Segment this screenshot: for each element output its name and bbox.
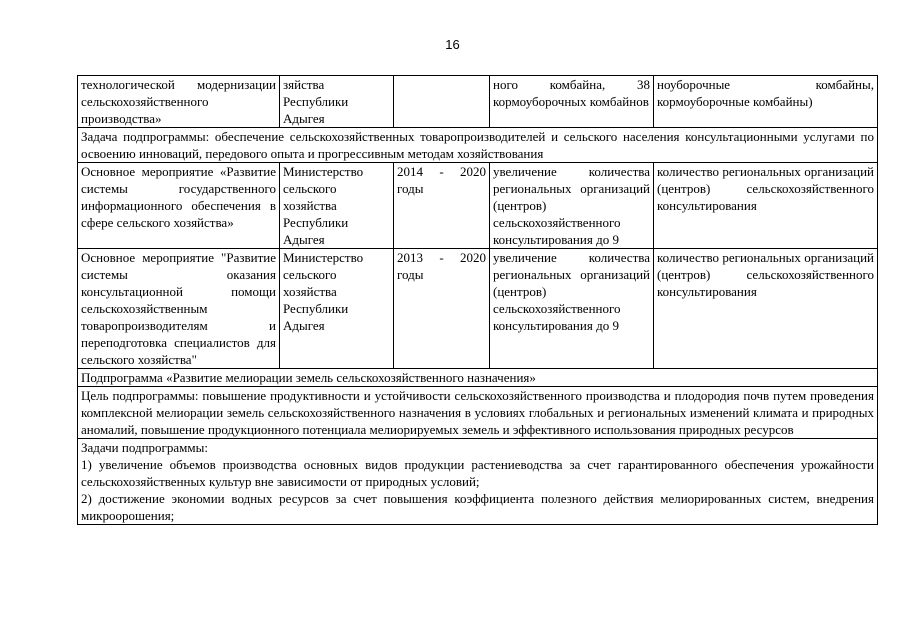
program-table bbox=[77, 75, 878, 525]
tasks-heading: Задачи подпрограммы: bbox=[81, 440, 208, 455]
task-consult-cell: Задача подпрограммы: обеспечение сельскохозяйственных товаропроизводителей и сельского населения консультационными услугами по освоению инноваций, передового опыта и прогрессивным методам хозяйствования bbox=[78, 128, 878, 163]
cell-indicator: количество региональных организаций (центров) сельскохозяйственного консультирования bbox=[654, 249, 878, 369]
cell-result: увеличение количества региональных организаций (центров) сельскохозяйственного консультирования до 9 bbox=[490, 163, 654, 249]
table-row-goal bbox=[78, 387, 878, 439]
cell-measure: Основное мероприятие «Развитие системы государственного информационного обеспечения в сфере сельского хозяйства» bbox=[78, 163, 280, 249]
cell-period: 2013 - 2020 годы bbox=[394, 249, 490, 369]
task-item-1: 1) увеличение объемов производства основных видов продукции растениеводства за счет гарантированного обеспечения урожайности сельскохозяйственных культур вне зависимости от природных условий; bbox=[81, 457, 874, 489]
cell-period: 2014 - 2020 годы bbox=[394, 163, 490, 249]
table-row-measure-info bbox=[78, 163, 878, 249]
subprogram-title-cell: Подпрограмма «Развитие мелиорации земель сельскохозяйственного назначения» bbox=[78, 369, 878, 387]
page-number: 16 bbox=[445, 37, 460, 52]
cell-executor: зяйства Республики Адыгея bbox=[280, 76, 394, 128]
goal-cell: Цель подпрограммы: повышение продуктивности и устойчивости сельскохозяйственного производства и плодородия почв путем проведения комплексной мелиорации земель сельскохозяйственного назначения в условиях глобальных и региональных изменений климата и природных аномалий, повышение продукционного потенциала мелиорируемых земель и эффективного использования природных ресурсов bbox=[78, 387, 878, 439]
cell-measure: Основное мероприятие "Развитие системы оказания консультационной помощи сельскохозяйственным товаропроизводителям и переподготовка специалистов для сельского хозяйства" bbox=[78, 249, 280, 369]
cell-result: ного комбайна, 38 кормоуборочных комбайнов bbox=[490, 76, 654, 128]
cell-executor: Министерство сельского хозяйства Республики Адыгея bbox=[280, 163, 394, 249]
table-row-measure-consult bbox=[78, 249, 878, 369]
table-row-continued bbox=[78, 76, 878, 128]
cell-indicator: количество региональных организаций (центров) сельскохозяйственного консультирования bbox=[654, 163, 878, 249]
cell-executor: Министерство сельского хозяйства Республики Адыгея bbox=[280, 249, 394, 369]
task-item-2: 2) достижение экономии водных ресурсов за счет повышения коэффициента полезного действия мелиорированных систем, внедрения микроорошения; bbox=[81, 491, 874, 523]
table-row-tasks bbox=[78, 439, 878, 525]
cell-result: увеличение количества региональных организаций (центров) сельскохозяйственного консультирования до 9 bbox=[490, 249, 654, 369]
cell-measure: технологической модернизации сельскохозяйственного производства» bbox=[78, 76, 280, 128]
cell-period bbox=[394, 76, 490, 128]
table-row-subprogram-title bbox=[78, 369, 878, 387]
tasks-cell bbox=[78, 439, 878, 525]
cell-indicator: ноуборочные комбайны, кормоуборочные комбайны) bbox=[654, 76, 878, 128]
table-row-task-consult bbox=[78, 128, 878, 163]
